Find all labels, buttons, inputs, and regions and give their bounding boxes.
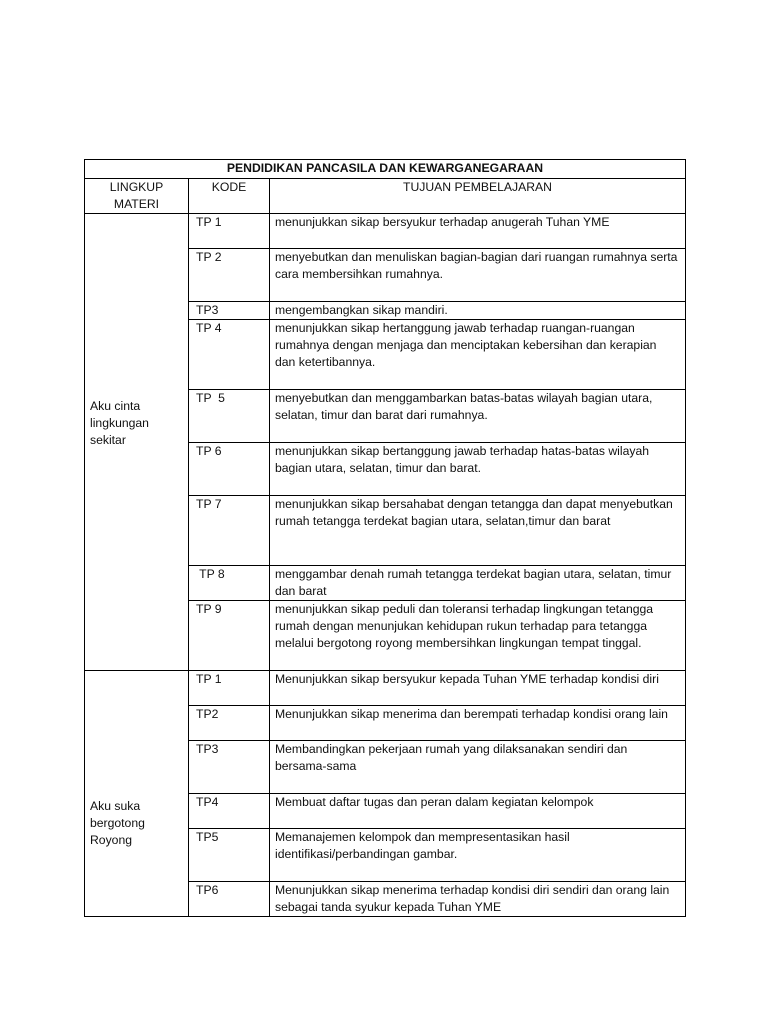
kode-cell: TP5 [189,829,270,882]
table-header-row [85,179,686,214]
tujuan-cell: menunjukkan sikap bersyukur terhadap anugerah Tuhan YME [270,214,686,249]
table-title-row [85,160,686,179]
materi-cell-1 [85,214,189,671]
tujuan-cell: menyebutkan dan menuliskan bagian-bagian dari ruangan rumahnya serta cara membersihkan rumahnya. [270,249,686,302]
kode-cell: TP4 [189,794,270,829]
tujuan-cell: Menunjukkan sikap menerima terhadap kondisi diri sendiri dan orang lain sebagai tanda syukur kepada Tuhan YME [270,882,686,917]
tujuan-cell: Menunjukkan sikap bersyukur kepada Tuhan YME terhadap kondisi diri [270,671,686,706]
header-lingkup-materi: LINGKUP MATERI [85,179,189,214]
tujuan-cell: menunjukkan sikap hertanggung jawab terhadap ruangan-ruangan rumahnya dengan menjaga dan menciptakan kebersihan dan kerapian dan ketertibannya. [270,320,686,390]
table-title: PENDIDIKAN PANCASILA DAN KEWARGANEGARAAN [85,160,686,179]
tujuan-cell: Membuat daftar tugas dan peran dalam kegiatan kelompok [270,794,686,829]
tujuan-cell: menyebutkan dan menggambarkan batas-batas wilayah bagian utara, selatan, timur dan barat dari rumahnya. [270,390,686,443]
table-row [85,671,686,706]
header-tujuan: TUJUAN PEMBELAJARAN [270,179,686,214]
kode-cell: TP 8 [189,566,270,601]
kode-cell: TP 5 [189,390,270,443]
materi-label-1: Aku cinta lingkungan sekitar [90,398,149,447]
kode-cell: TP3 [189,302,270,320]
materi-cell-2 [85,671,189,917]
kode-cell: TP2 [189,706,270,741]
kode-cell: TP 9 [189,601,270,671]
kode-cell: TP 1 [189,671,270,706]
kode-cell: TP 6 [189,443,270,496]
tujuan-cell: menunjukkan sikap peduli dan toleransi terhadap lingkungan tetangga rumah dengan menunjukan kehidupan rukun terhadap para tetangga melalui bergotong royong membersihkan lingkungan tempat tinggal. [270,601,686,671]
tujuan-cell: Menunjukkan sikap menerima dan berempati terhadap kondisi orang lain [270,706,686,741]
materi-label-2: Aku suka bergotong Royong [90,799,145,847]
table-row [85,214,686,249]
tujuan-cell: menggambar denah rumah tetangga terdekat bagian utara, selatan, timur dan barat [270,566,686,601]
tujuan-cell: menunjukkan sikap bertanggung jawab terhadap hatas-batas wilayah bagian utara, selatan, timur dan barat. [270,443,686,496]
tujuan-cell: Memanajemen kelompok dan mempresentasikan hasil identifikasi/perbandingan gambar. [270,829,686,882]
kode-cell: TP 7 [189,496,270,566]
kode-cell: TP 4 [189,320,270,390]
tujuan-cell: mengembangkan sikap mandiri. [270,302,686,320]
learning-objectives-table [84,159,686,917]
kode-cell: TP 2 [189,249,270,302]
tujuan-cell: Membandingkan pekerjaan rumah yang dilaksanakan sendiri dan bersama-sama [270,741,686,794]
kode-cell: TP6 [189,882,270,917]
tujuan-cell: menunjukkan sikap bersahabat dengan tetangga dan dapat menyebutkan rumah tetangga terdekat bagian utara, selatan,timur dan barat [270,496,686,566]
header-kode: KODE [189,179,270,214]
kode-cell: TP 1 [189,214,270,249]
kode-cell: TP3 [189,741,270,794]
